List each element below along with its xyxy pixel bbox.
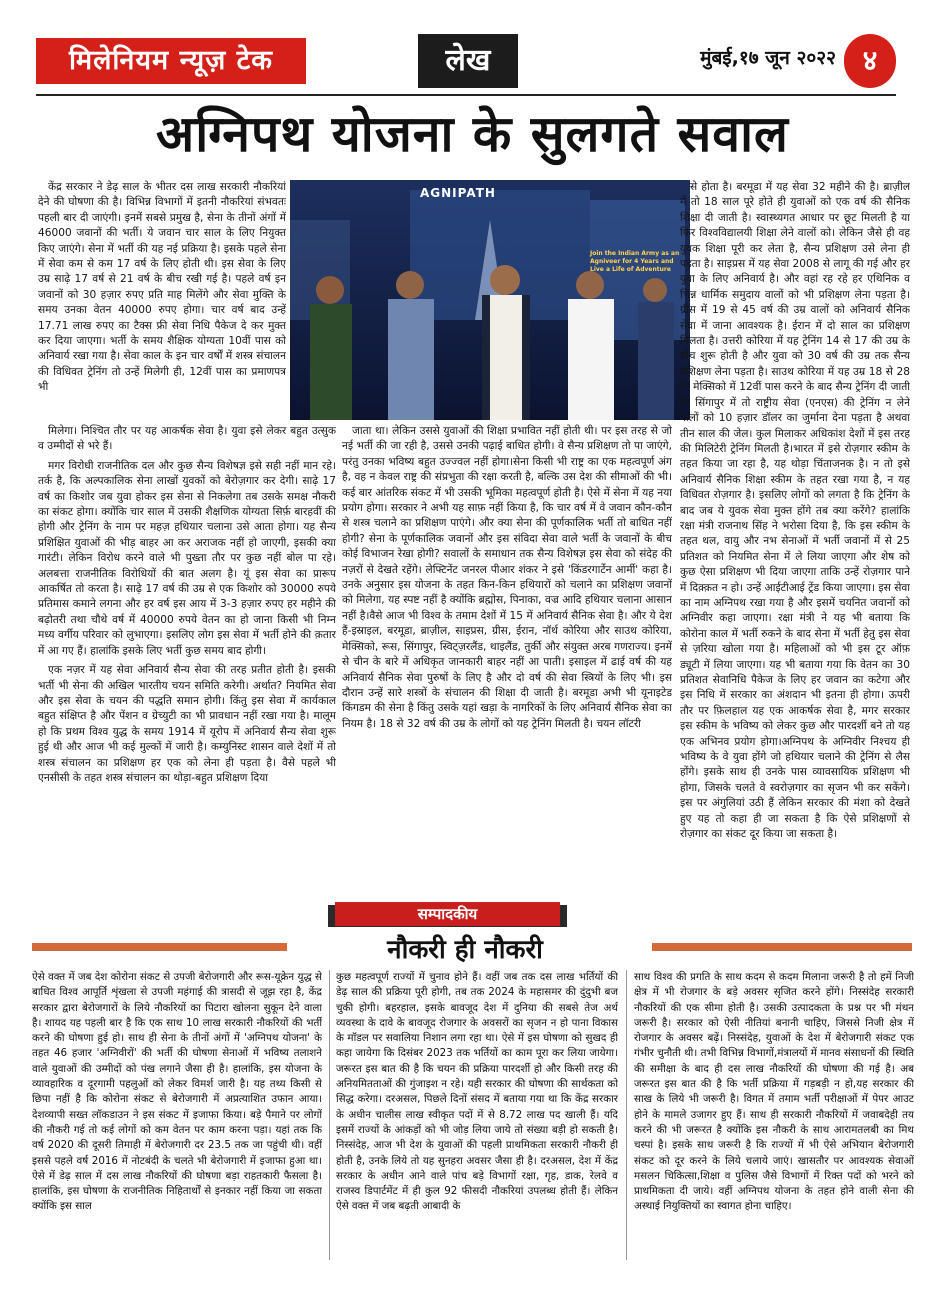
article-paragraph: जाता था। लेकिन उससे युवाओं की शिक्षा प्रभावित नहीं होती थी। पर इस तरह से जो नई भर्ती की जा रही है, उससे उनकी पढ़ाई बाधित होगी। वे सैन्य प्रशिक्षण तो पा जाएंगे, परंतु उनका भविष्य बहुत उज्ज्वल नहीं होगा।सेना किसी भी राष्ट्र का एक महत्वपूर्ण अंग है, वह न केवल राष्ट्र की संप्रभुता की रक्षा करती है, बल्कि उस देश की सीमाओं की भी। कई बार आंतरिक संकट में भी उसकी भूमिका महत्वपूर्ण होती है। ऐसे में सेना में यह नया प्रयोग होगा। सरकार ने अभी यह साफ़ नहीं किया है, कि चार वर्ष में वे जवान कौन-कौन से शस्त्र चलाने का प्रशिक्षण पाएंगे। और क्या सेना की पूर्णकालिक भर्ती तो बाधित नहीं होगी? सेना के पूर्णकालिक जवानों और इस संविदा सेवा वाले भर्ती के जवानों के बीच कोई विभाजन रेखा होगी? सवालों के समाधान तक सैन्य विशेषज्ञ इस सेवा को संदेह की नज़रों से देखते रहेंगे। लेफ्टिनेंट जनरल पीआर शंकर ने इसे 'किंडरगार्टेन आर्मी' कहा है। उनके अनुसार इस योजना के तहत किन-किन हथियारों को चलाने का प्रशिक्षण जवानों को मिलेगा, यह स्पष्ट नहीं है क्योंकि ब्रह्मोस, पिनाका, वज्र आदि हथियार चलाना आसान नहीं है।वैसे आज भी विश्व के तमाम देशों में 15 में अनिवार्य सैनिक सेवा है। और ये देश हैं-इस्राइल, बरमूडा, ब्राज़ील, साइप्रस, ग्रीस, ईरान, नॉर्थ कोरिया और साउथ कोरिया, मेक्सिको, रूस, सिंगापुर, स्विट्ज़रलैंड, थाइलैंड, तुर्की और संयुक्त अरब गणराज्य। इनमें से चीन के बारे में अधिकृत जानकारी बाहर नहीं आ पाती। इसाइल में ढाई वर्ष की यह अनिवार्य सैनिक सेवा पुरुषों के लिए है और दो वर्ष की सेवा स्त्रियों के लिए भी। इस दौरान उन्हें सारे शस्त्रों के संचालन की शिक्षा दी जाती है। बरमूडा अभी भी यूनाइटेड किंगडम की सेना है किंतु उसके यहां खड़ा के नागरिकों के लिए अनिवार्य सैनिक सेवा का नियम है। 18 से 32 वर्ष की उम्र के लोगों को यह ट्रेनिंग मिलती है। चयन लॉटरी xyxy=(342,425,672,730)
article-headline: अग्निपथ योजना के सुलगते सवाल xyxy=(156,105,789,163)
article-paragraph: से होता है। बरमूडा में यह सेवा 32 महीने की है। ब्राज़ील में तो 18 साल पूरे होते ही युवाओं को एक वर्ष की सैनिक शिक्षा दी जाती है। स्वास्थ्यगत आधार पर छूट मिलती है या फिर विश्वविद्यालयी शिक्षा लेने वालों को। लेकिन जैसे ही वह युवक शिक्षा पूरी कर लेता है, सैन्य प्रशिक्षण उसे लेना ही पड़ता है। साइप्रस में यह सेवा 2008 से लागू की गई और हर युवा के लिए अनिवार्य है। और वहां रह रहे हर एथिनिक व भिन्न धार्मिक समुदाय वालों को भी प्रशिक्षण लेना पड़ता है। ग्रीस में 19 से 45 वर्ष की उम्र वालों को अनिवार्य सैनिक सेवा में जाना आवश्यक है। ईरान में दो साल का प्रशिक्षण मिलता है। उत्तरी कोरिया में यह ट्रेनिंग 14 से 17 की उम्र के बीच शुरू होती है और युवा को 30 वर्ष की उम्र तक सैन्य प्रशिक्षण लेना पड़ता है। साउथ कोरिया में यह उम्र 18 से 28 है। मेक्सिको में 12वीं पास करने के बाद सैन्य ट्रेनिंग दी जाती है। सिंगापुर में तो राष्ट्रीय सेवा (एनएस) की ट्रेनिंग न लेने वालों को 10 हज़ार डॉलर का जुर्माना देना पड़ता है अथवा तीन साल की जेल। कुल मिलाकर अधिकांश देशों में इस तरह की मिलिटेरी ट्रेनिंग मिलती है।भारत में इसे रोज़गार स्कीम के तहत किया जा रहा है, यह थोड़ा चिंताजनक है। न तो इसे अनिवार्य सैनिक शिक्षा स्कीम के तहत रखा गया है, न यह विधिवत रोज़गार है। इसलिए लोगों को लगता है कि ट्रेनिंग के बाद जब ये युवक सेवा मुक्त होंगे तब क्या करेंगे? हालांकि रक्षा मंत्री राजनाथ सिंह ने भरोसा दिया है, कि इस स्कीम के तहत थल, वायु और नभ सेनाओं में भर्ती जवानों में से 25 प्रतिशत को नियमित सेना में ले लिया जाएगा और शेष को कुछ ऐसा प्रशिक्षण भी दिया जाएगा ताकि उन्हें रोज़गार पाने में दिक़्क़त न हो। उन्हें आईटीआई ट्रेंड किया जाएगा। इस सेवा का नाम अग्निपथ रखा गया है और इसमें चयनित जवानों को अग्निवीर कहा जाएगा। रक्षा मंत्री ने यह भी बताया कि कोरोना काल में भर्ती रुकने के बाद सेना में भर्ती हेतु इस सेवा से ज़रिया खोला गया है। महिलाओं को भी इस टूर ऑफ़ ड्यूटी में लिया जाएगा। यह भी बताया गया कि वेतन का 30 प्रतिशत सेवानिधि पैकेज के लिए हर जवान का कटेगा और इस निधि में सरकार का अंशदान भी इतना ही होगा। ऊपरी तौर पर फ़िलहाल यह एक आकर्षक सेवा है, मगर सरकार इस स्कीम के भविष्य को लेकर कुछ और पारदर्शी बने तो यह एक अभिनव प्रयोग होगा।अग्निपथ के अग्निवीर निश्चय ही भविष्य के वे युवा होंगे जो हथियार चलाने की ट्रेनिंग से लैस होंगे। इसके साथ ही उनके पास व्यावसायिक प्रशिक्षण भी होगा, जिसके चलते वे स्वरोज़गार का सृजन भी कर सकेंगे। इस पर अंगुलियां उठी हैं लेकिन सरकार की मंशा को देखते हुए यह तो कहा ही जा सकता है कि ऐसे प्रशिक्षणों से रोज़गार का संकट दूर किया जा सकता है। xyxy=(680,181,910,841)
editorial-paragraph: साथ विश्व की प्रगति के साथ कदम से कदम मिलाना जरूरी है तो हमें निजी क्षेत्र में भी रोजगार के बड़े अवसर सृजित करने होंगे। निस्संदेह सरकारी नौकरियों की एक सीमा होती है। उसकी उत्पादकता के प्रश्न पर भी मंथन जरूरी है। सरकार को ऐसी नीतियां बनानी चाहिए, जिससे निजी क्षेत्र में रोजगार के अवसर बढ़ें। निस्संदेह, युवाओं के देश में बेरोजगारी संकट एक गंभीर चुनौती थी। तभी विभिन्न विभागों,मंत्रालयों में मानव संसाधनों की स्थिति की समीक्षा के बाद ही दस लाख नौकरियों की घोषणा की गई है। अब जरूरत इस बात की है कि भर्ती प्रक्रिया में गड़बड़ी न हो,यह सरकार की साख के लिये भी जरूरी है। विगत में तमाम भर्ती परीक्षाओं में पेपर आउट होने के मामले उजागर हुए हैं। साथ ही सरकारी नौकरियों में जवाबदेही तय करने की भी जरूरत है क्योंकि इस नौकरी के साथ आरामतलबी का मिथ चस्पां है। इसके साथ जरूरी है कि राज्यों में भी ऐसे अभियान बेरोजगारी संकट को दूर करने के लिये चलाये जाएं। खासतौर पर आवश्यक सेवाओं मसलन चिकित्सा,शिक्षा व पुलिस जैसे विभागों में रिक्त पदों को भरने को प्राथमिकता दी जाये। वहीं अग्निपथ योजना के तहत होने वाली सेना की अस्थाई नियुक्तियों का स्वागत होना चाहिए। xyxy=(634,971,914,1213)
editorial-tag: सम्पादकीय xyxy=(335,902,560,926)
editorial-column-1 xyxy=(32,970,322,1270)
masthead-rule xyxy=(36,94,896,96)
section-label: लेख xyxy=(418,34,518,88)
editorial-column-3 xyxy=(634,970,914,1270)
photo-illustration xyxy=(290,180,690,420)
editorial-title: नौकरी ही नौकरी xyxy=(387,935,543,965)
article-paragraph: केंद्र सरकार ने डेढ़ साल के भीतर दस लाख सरकारी नौकरियां देने की घोषणा की है। विभिन्न विभागों में इतनी नौकरियां संभवतः पहली बार दी जाएंगी। इनमें सबसे प्रमुख है, सेना के तीनों अंगों में 46000 जवानों की भर्ती। ये जवान चार साल के लिए नियुक्त किए जाएंगे। सेना में भर्ती की यह नई प्रक्रिया है। इसके पहले सेना में सेवा कम से कम 17 वर्ष के लिए होती थी। इस सेवा के लिए उम्र साढ़े 17 वर्ष से 21 वर्ष के बीच रखी गई है। पहले वर्ष इन जवानों को 30 हज़ार रुपए प्रति माह मिलेंगे और सेवा मुक्ति के समय उनका वेतन 40000 रुपए होगा। चार वर्ष बाद उन्हें 17.71 लाख रुपए का टैक्स फ्री सेवा निधि पैकेज दे कर मुक्त कर दिया जाएगा। भर्ती के समय शैक्षिक योग्यता 10वीं पास को अनिवार्य रखा गया है। सेवा काल के इन चार वर्षों में शस्त्र संचालन की विधिवत ट्रेनिंग तो उन्हें मिलेगी ही, 12वीं पास का प्रमाणपत्र भी xyxy=(38,181,286,394)
article-column-1 xyxy=(38,180,286,420)
masthead xyxy=(22,30,922,92)
article-paragraph: मगर विरोधी राजनीतिक दल और कुछ सैन्य विशेषज्ञ इसे सही नहीं मान रहे। तर्क है, कि अल्पकालिक सेना लाखों युवकों को बेरोज़गार कर देगी। साढ़े 17 वर्ष का किशोर जब युवा होकर इस सेना से निकलेगा तब उसके समक्ष नौकरी का संकट होगा। क्योंकि चार साल में उसकी शैक्षणिक योग्यता सिर्फ़ बारहवीं की होगी और ट्रेनिंग के नाम पर महज़ हथियार चलाना उसे आता होगा। यह सैन्य प्रशिक्षित युवाओं की भीड़ बाहर आ कर अराजक नहीं हो जाएगी, इसकी क्या गारंटी। लेकिन विरोध करने वाले भी पुख्ता तौर पर कुछ नहीं बोल पा रहे। अलबत्ता राजनीतिक विरोधियों की बात अलग है। यूं इस सेवा का प्रारूप आकर्षित तो करता है। साढ़े 17 वर्ष की उम्र से एक किशोर को 30000 रुपये प्रतिमास कमाने लगना और हर वर्ष इस आय में 3-3 हज़ार रुपए हर महीने की बढ़ोतरी तथा चौथे वर्ष में 40000 रुपये वेतन का हो जाना किसी भी निम्न मध्य वर्गीय परिवार को लुभाएगा। इसलिए लोग इस सेवा में भर्ती होने की क़तार में आ गए हैं। हालांकि इसके लिए भर्ती कुछ समय बाद होगी। xyxy=(38,459,336,657)
article-column-1-lower xyxy=(38,424,336,892)
column-divider xyxy=(329,970,330,1260)
photo-banner-text: AGNIPATH xyxy=(420,186,496,200)
issue-date: मुंबई,१७ जून २०२२ xyxy=(700,47,836,69)
editorial-paragraph: कुछ महत्वपूर्ण राज्यों में चुनाव होने हैं। वहीं जब तक दस लाख भर्तियों की डेढ़ साल की प्रक्रिया पूरी होगी, तब तक 2024 के महासमर की दुंदुभी बज चुकी होगी। बहरहाल, इसके बावजूद देश में दुनिया की सबसे तेज अर्थ व्यवस्था के दावे के बावजूद रोजगार के अवसरों का सृजन न हो पाना विकास के मॉडल पर सवालिया निशान लगा रहा था। ऐसे में इस घोषणा को सुखद ही कहा जायेगा कि दिसंबर 2023 तक भर्तियों का काम पूरा कर लिया जायेगा। जरूरत इस बात की है कि चयन की प्रक्रिया पारदर्शी हो और किसी तरह की अनियमितताओं की गुंजाइश न रहे। यही सरकार की घोषणा की सार्थकता को सिद्ध करेगा। दरअसल, पिछले दिनों संसद में बताया गया था कि केंद्र सरकार के अधीन चालीस लाख स्वीकृत पदों में से 8.72 लाख पद खाली हैं। यदि इसमें राज्यों के आंकड़ों को भी जोड़ लिया जाये तो संख्या बड़ी हो सकती है। निस्संदेह, आज भी देश के युवाओं की पहली प्राथमिकता सरकारी नौकरी ही होती है, उनके लिये तो यह सुनहरा अवसर जैसा ही है। दरअसल, देश में केंद्र सरकार के अधीन आने वाले पांच बड़े विभागों रक्षा, गृह, डाक, रेलवे व राजस्व डिपार्टमेंट में ही कुल 92 फीसदी नौकरियां उपलब्ध होती हैं। लेकिन ऐसे वक्त में जब बढ़ती आबादी के xyxy=(336,971,618,1213)
article-column-3 xyxy=(680,180,910,892)
article-photo xyxy=(290,180,690,420)
editorial-paragraph: ऐसे वक्त में जब देश कोरोना संकट से उपजी बेरोजगारी और रूस-यूक्रेन युद्ध से बाधित विश्व आपूर्ति शृंखला से उपजी महंगाई की त्रासदी से जूझ रहा है, केंद्र सरकार द्वारा बेरोजगारों के लिये नौकरियों का पिटारा खोलना सुकून देने वाला है। शायद यह पहली बार है कि एक साथ 10 लाख सरकारी नौकरियों की भर्ती करने की घोषणा हुई हो। साथ ही सेना के तीनों अंगों में 'अग्निपथ योजना' के तहत 46 हजार 'अग्निवीरों' की भर्ती की घोषणा सेनाओं में भविष्य तलाशने वाले युवाओं की उम्मीदों को पंख लगाने जैसा ही है। हालांकि, इस योजना के व्यावहारिक व दूरगामी पहलुओं को लेकर विमर्श जारी है। यह तथ्य किसी से छिपा नहीं है कि कोरोना संकट से बेरोजगारी में अप्रत्याशित उफान आया। देशव्यापी सख्त लॉकडाउन ने इस संकट में इजाफा किया। बड़े पैमाने पर लोगों की नौकरी गई तो कई लोगों को कम वेतन पर काम करना पड़ा। यहां तक कि वर्ष 2020 की दूसरी तिमाही में बेरोजगारी दर 23.5 तक जा पहुंची थी। वहीं इससे पहले वर्ष 2016 में नोटबंदी के चलते भी बेरोजगारी में इजाफा हुआ था। ऐसे में डेढ़ साल में दस लाख नौकरियों की घोषणा बड़ा राहतकारी फैसला है। हालांकि, इस घोषणा के राजनीतिक निहितार्थों से इनकार नहीं किया जा सकता क्योंकि इस साल xyxy=(32,971,322,1213)
brand-logo: मिलेनियम न्यूज़ टेक xyxy=(36,38,306,84)
column-divider xyxy=(626,970,627,1260)
article-paragraph: एक नज़र में यह सेवा अनिवार्य सैन्य सेवा की तरह प्रतीत होती है। इसकी भर्ती भी सेना की अखिल भारतीय चयन समिति करेगी। अर्थात? नियमित सेवा और इस सेवा के चयन की पद्धति समान होगी। किंतु इस सेवा में कार्यकाल बहुत संक्षिप्त है और पेंशन व ग्रेच्युटी का भी प्रावधान नहीं रखा गया है। मालूम हो कि प्रथम विश्व युद्ध के समय 1914 में यूरोप में अनिवार्य सैन्य सेवा शुरू हुई थी और आज भी कई मुल्कों में जारी है। कम्युनिस्ट शासन वाले देशों में तो शस्त्र संचालन का प्रशिक्षण हर एक को लेना ही पड़ता है। वैसे पहले भी एनसीसी के तहत शस्त्र संचालन का थोड़ा-बहुत प्रशिक्षण दिया xyxy=(38,664,336,784)
editorial-column-2 xyxy=(336,970,618,1270)
photo-poster-text: Join the Indian Army as an Agniveer for 4 Years and Live a Life of Adventure xyxy=(590,250,680,273)
article-paragraph: मिलेगा। निश्चित तौर पर यह आकर्षक सेवा है। युवा इसे लेकर बहुत उत्सुक व उम्मीदों से भरे हैं। xyxy=(38,425,336,453)
editorial-rule-right xyxy=(652,943,912,951)
editorial-rule-left xyxy=(32,943,287,951)
page-number: ४ xyxy=(844,34,896,88)
article-column-2 xyxy=(342,424,672,892)
